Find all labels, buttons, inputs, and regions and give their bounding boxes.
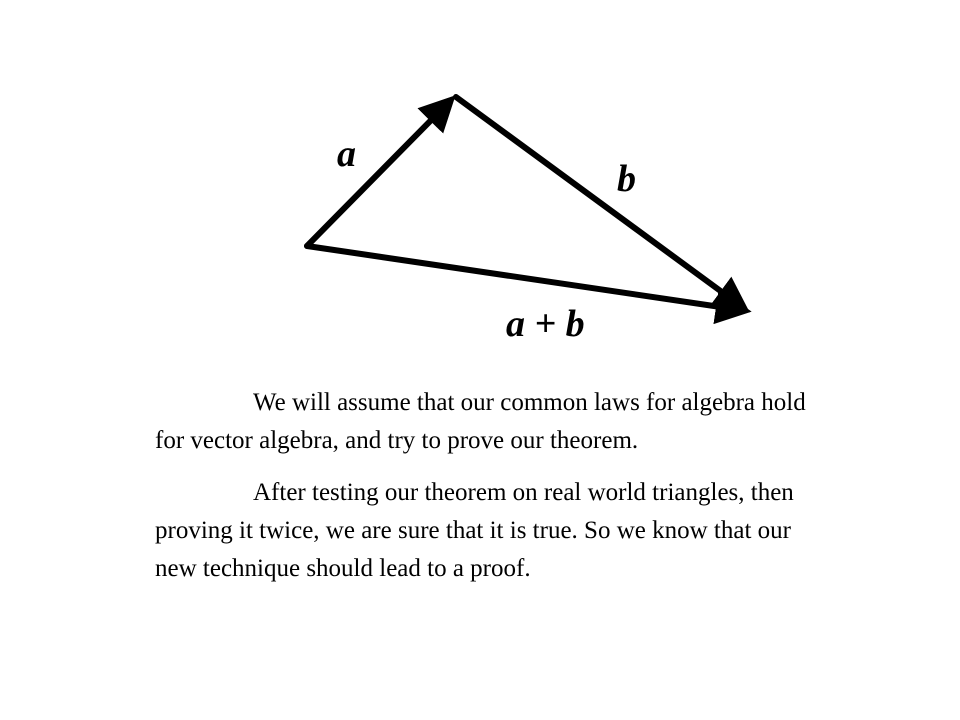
- body-text: [155, 384, 835, 602]
- paragraph-testing: After testing our theorem on real world triangles, then proving it twice, we are sure that it is true. So we know that our new technique should lead to a proof.: [155, 479, 794, 582]
- vector-b-label: b: [617, 158, 636, 200]
- vector-a-label: a: [337, 133, 356, 175]
- paragraph-assumption: We will assume that our common laws for algebra hold for vector algebra, and try to prove our theorem.: [155, 389, 806, 454]
- vector-sum-label: a + b: [506, 303, 585, 345]
- vector-a-arrow: [307, 103, 448, 246]
